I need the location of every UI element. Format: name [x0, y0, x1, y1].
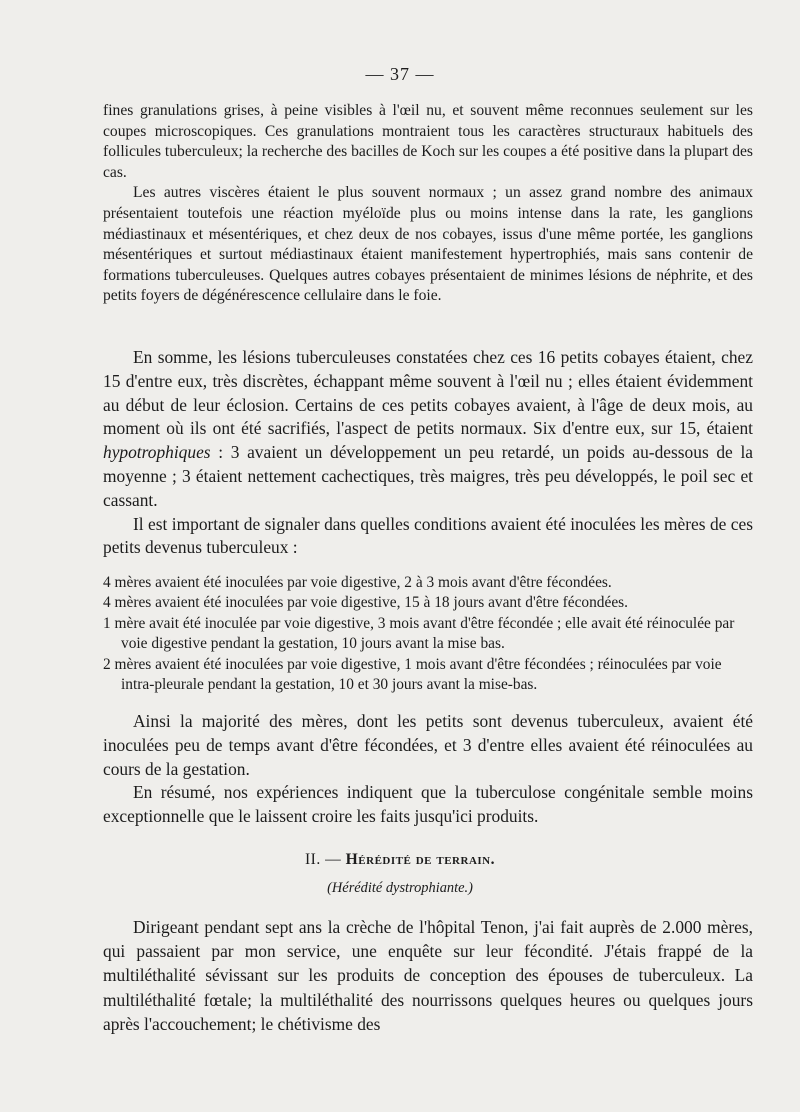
- list-item: 4 mères avaient été inoculées par voie digestive, 15 à 18 jours avant d'être fécondées.: [103, 594, 628, 612]
- top-section: [103, 101, 753, 307]
- section-heading: [0, 851, 800, 869]
- text-part: En somme, les lésions tuberculeuses constatées chez ces 16 petits cobayes étaient, chez 15 d'entre eux, très discrètes, échappant même souvent à l'œil nu ; elles étaient évidemment au début de leur éclosion. Certains de ces petits cobayes avaient, à l'âge de deux mois, au moment où ils ont été sacrifiés, l'aspect de petits normaux. Six d'entre eux, sur 15, étaient: [103, 347, 753, 439]
- paragraph-dirigeant: Dirigeant pendant sept ans la crèche de l'hôpital Tenon, j'ai fait auprès de 2.000 mères, qui passaient par mon service, une enquête sur leur fécondité. J'étais frappé de la multiléthalité sévissant sur les produits de conception des épouses de tuberculeux. La multiléthalité fœtale; la multiléthalité des nourrissons quelques heures ou quelques jours après l'accouchement; le chétivisme des: [103, 917, 753, 1034]
- paragraph-granulations: fines granulations grises, à peine visibles à l'œil nu, et souvent même reconnues seulement sur les coupes microscopiques. Ces granulations montraient tous les caractères structuraux habituels des follicules tuberculeux; la recherche des bacilles de Koch sur les coupes a été positive dans la plupart des cas.: [103, 102, 753, 181]
- list-item: 4 mères avaient été inoculées par voie digestive, 2 à 3 mois avant d'être fécondées.: [103, 574, 612, 591]
- list-item: 2 mères avaient été inoculées par voie digestive, 1 mois avant d'être fécondées ; réinoculées par voie intra-pleurale pendant la gestation, 10 et 30 jours avant la mise-bas.: [103, 655, 722, 694]
- paragraph-conditions: Il est important de signaler dans quelles conditions avaient été inoculées les mères de ces petits devenus tuberculeux :: [103, 513, 753, 558]
- paragraph-visceres: Les autres viscères étaient le plus souvent normaux ; un assez grand nombre des animaux présentaient toutefois une réaction myéloïde plus ou moins intense dans la rate, les ganglions médiastinaux et mésentériques, et chez deux de nos cobayes, issus d'une même portée, les ganglions mésentériques et surtout médiastinaux étaient manifestement hypertrophiés, mais sans contenir de formations tuberculeuses. Quelques autres cobayes présentaient de minimes lésions de néphrite, et des petits foyers de dégénérescence cellulaire dans le foie.: [103, 184, 753, 305]
- paragraph-en-somme: [103, 346, 753, 513]
- conclusion-section: [103, 710, 753, 829]
- italic-term: hypotrophiques: [103, 442, 211, 463]
- heading-number: II. —: [304, 851, 346, 868]
- text-part: : 3 avaient un développement un peu retardé, un poids au-dessous de la moyenne ; 3 étaient nettement cachectiques, très maigres, très peu développés, le poil sec et cassant.: [103, 442, 753, 510]
- paragraph-majorite: Ainsi la majorité des mères, dont les petits sont devenus tuberculeux, avaient été inoculées peu de temps avant d'être fécondées, et 3 d'entre elles avaient été réinoculées au cours de la gestation.: [103, 711, 753, 779]
- paragraph-en-resume: En résumé, nos expériences indiquent que la tuberculose congénitale semble moins exceptionnelle que le laissent croire les faits jusqu'ici produits.: [103, 782, 753, 827]
- list-item: 1 mère avait été inoculée par voie digestive, 3 mois avant d'être fécondée ; elle avait été réinoculée par voie digestive pendant la gestation, 10 jours avant la mise bas.: [103, 614, 735, 653]
- middle-section: [103, 346, 753, 560]
- section-subheading: (Hérédité dystrophiante.): [327, 880, 473, 896]
- page-number: — 37 —: [365, 64, 435, 84]
- inoculation-list: [103, 573, 753, 695]
- heading-title: Hérédité de terrain.: [345, 851, 496, 868]
- final-section: [103, 915, 753, 1036]
